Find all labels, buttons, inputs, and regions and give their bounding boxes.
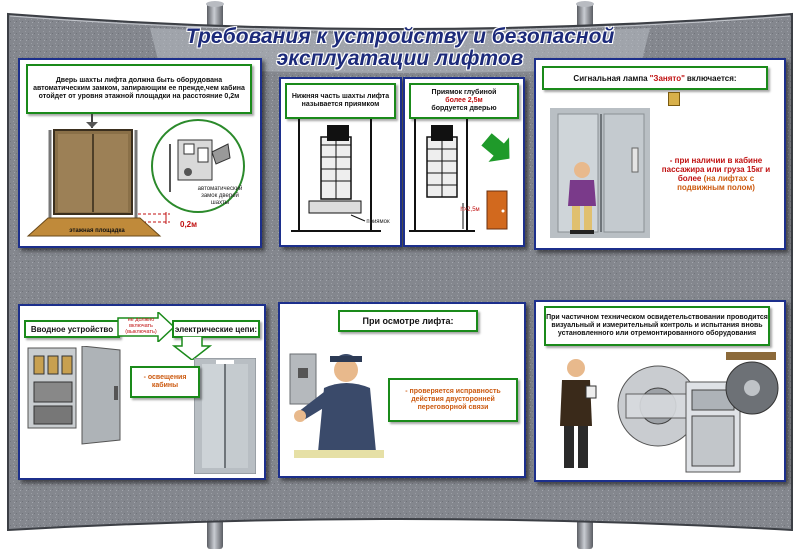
panel-tech-exam [534, 300, 786, 482]
tech-illustration [540, 346, 780, 476]
door-heading-text: Дверь шахты лифта должна быть оборудована автоматическим замком, запирающим ее прежде,чем кабина отойдет от уровня этажной площадки на расстояние 0,2м [33, 77, 245, 100]
lamp-condition [658, 156, 774, 192]
tech-heading-text: При частичном техническом освидетельствовании проводится визуальный и измерительный контроль и испытания вновь установленного или отремонтированного оборудования [546, 314, 768, 337]
cabin-light-illustration [194, 358, 256, 474]
inspection-heading [338, 310, 478, 332]
lamp-condition-main: - при наличии в кабине пассажира или груза 15кг и более [661, 156, 771, 183]
tech-heading [544, 306, 770, 346]
pit-depth-heading-line3: бордуется дверью [431, 105, 497, 112]
inspector-illustration [284, 332, 394, 472]
lighting-text: - освещения кабины [143, 374, 187, 389]
poster-title-line2: эксплуатации лифтов [276, 47, 524, 70]
lamp-heading-busy: "Занято" [649, 73, 685, 83]
panel-inspection [278, 302, 526, 478]
panel-shaft-door [18, 58, 262, 248]
input-device-heading [24, 320, 120, 338]
pit-depth-heading-line1: Приямок глубиной [431, 89, 497, 96]
pit-depth-heading-line2: более 2,5м [445, 97, 483, 104]
door-heading [26, 64, 252, 114]
down-arrow-shape [172, 336, 212, 360]
cabinet-illustration [24, 346, 144, 466]
lighting-banner [130, 366, 200, 398]
lamp-condition-note: (на лифтах с подвижным полом) [677, 174, 755, 192]
pit-depth-illustration [405, 117, 523, 243]
panel-pit-depth [403, 77, 525, 247]
panel-input-device [18, 304, 266, 480]
input-device-text: Вводное устройство [30, 324, 114, 334]
busy-lamp-icon [668, 92, 680, 106]
distance-label: 0,2м [180, 220, 198, 229]
poster-title-line1: Требования к устройству и безопасной [185, 25, 615, 48]
arrow-text: не должно включать (выключать) [125, 317, 157, 335]
circuits-text: электрические цепи: [174, 324, 258, 334]
inspection-heading-text: При осмотре лифта: [362, 315, 454, 326]
panel-lamp [534, 58, 786, 250]
inspection-check [388, 378, 518, 422]
pit-depth-heading [409, 83, 519, 119]
lamp-heading-prefix: Сигнальная лампа [573, 73, 648, 83]
lock-caption: автоматический замок дверей шахты [197, 186, 243, 206]
floor-label: этажная площадка [69, 228, 125, 234]
inspection-check-text: - проверяется исправность действия двусторонней переговорной связи [405, 388, 501, 411]
pit-heading-text: Нижняя часть шахты лифта называется приямком [291, 93, 390, 108]
cabin-illustration [550, 108, 650, 238]
pit-heading [285, 83, 396, 119]
lamp-heading-suffix: включается: [686, 73, 737, 83]
panel-pit [279, 77, 402, 247]
lamp-heading [542, 66, 768, 90]
pit-depth-label: h>2,5м [460, 207, 480, 213]
door-illustration [20, 114, 260, 244]
pit-label: приямок [366, 219, 390, 225]
